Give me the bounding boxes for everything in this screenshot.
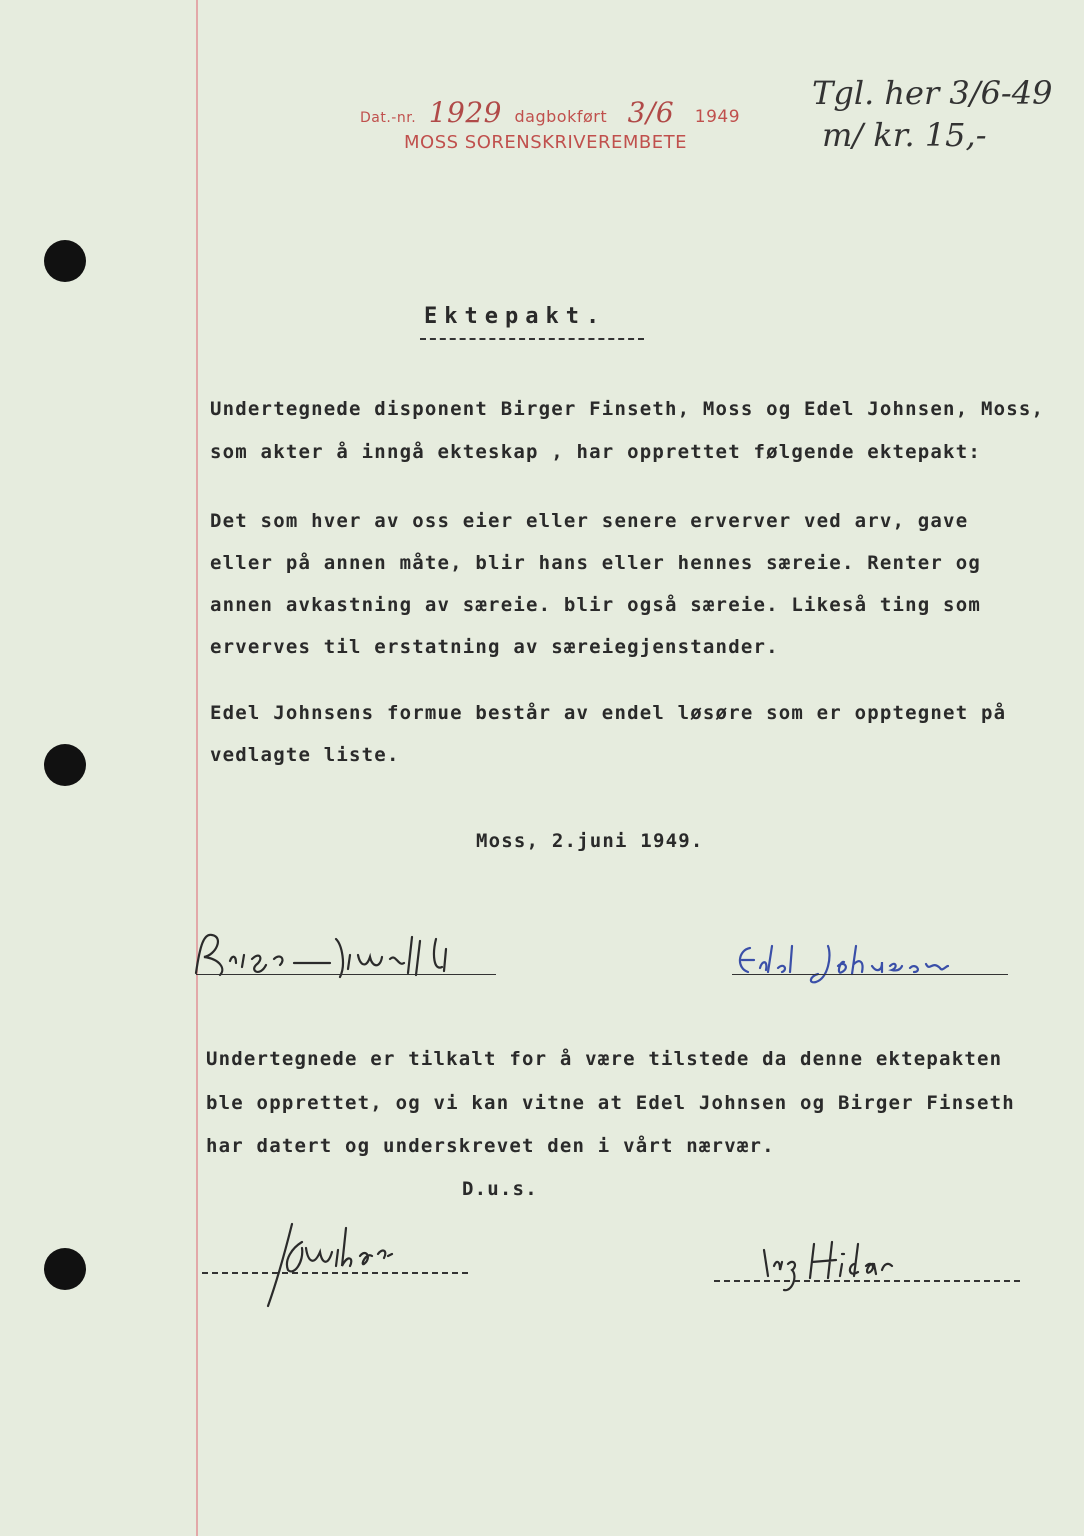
signature-line-2: [732, 974, 1008, 975]
document-heading: Ektepakt.: [424, 304, 607, 329]
stamp-date: 3/6: [627, 96, 675, 129]
stamp-prefix: Dat.-nr.: [360, 110, 417, 126]
margin-line: [196, 0, 198, 1536]
punch-hole-top: [44, 240, 86, 282]
paragraph-2-line-4: erverves til erstatning av særeiegjenstander.: [210, 636, 779, 658]
witness-line-1: [202, 1272, 468, 1274]
witness-line-2: [714, 1280, 1020, 1282]
stamp-number: 1929: [428, 96, 502, 129]
paragraph-4-line-2: ble opprettet, og vi kan vitne at Edel Johnsen og Birger Finseth: [206, 1092, 1015, 1114]
punch-hole-middle: [44, 744, 86, 786]
stamp-office: MOSS SORENSKRIVEREMBETE: [404, 132, 687, 153]
paragraph-2-line-3: annen avkastning av særeie. blir også særeie. Likeså ting som: [210, 594, 981, 616]
margin-note-line-2: m/ kr. 15,-: [822, 116, 987, 154]
paragraph-1-line-2: som akter å inngå ekteskap , har opprettet følgende ektepakt:: [210, 441, 981, 463]
paragraph-2-line-1: Det som hver av oss eier eller senere erverver ved arv, gave: [210, 510, 969, 532]
signature-witness-1: [262, 1218, 422, 1314]
paragraph-3-line-1: Edel Johnsens formue består av endel løsøre som er opptegnet på: [210, 702, 1007, 724]
place-date: Moss, 2.juni 1949.: [476, 830, 704, 852]
stamp-year: 1949: [694, 107, 741, 127]
margin-note-line-1: Tgl. her 3/6-49: [812, 74, 1053, 112]
closing-dus: D.u.s.: [462, 1178, 538, 1200]
paragraph-4-line-1: Undertegnede er tilkalt for å være tilstede da denne ektepakten: [206, 1048, 1003, 1070]
heading-underline: [420, 338, 644, 340]
paragraph-1-line-1: Undertegnede disponent Birger Finseth, Moss og Edel Johnsen, Moss,: [210, 398, 1045, 420]
signature-birger-finseth: [190, 925, 530, 985]
paragraph-3-line-2: vedlagte liste.: [210, 744, 400, 766]
stamp-line-1: [360, 96, 740, 129]
stamp-dagbokfort-label: dagbokført: [514, 107, 608, 126]
signature-edel-johnsen: [732, 938, 1012, 988]
paragraph-4-line-3: har datert og underskrevet den i vårt nærvær.: [206, 1135, 775, 1157]
signature-line-1: [196, 974, 496, 975]
signature-witness-2: [758, 1236, 948, 1296]
punch-hole-bottom: [44, 1248, 86, 1290]
paragraph-2-line-2: eller på annen måte, blir hans eller hennes særeie. Renter og: [210, 552, 981, 574]
